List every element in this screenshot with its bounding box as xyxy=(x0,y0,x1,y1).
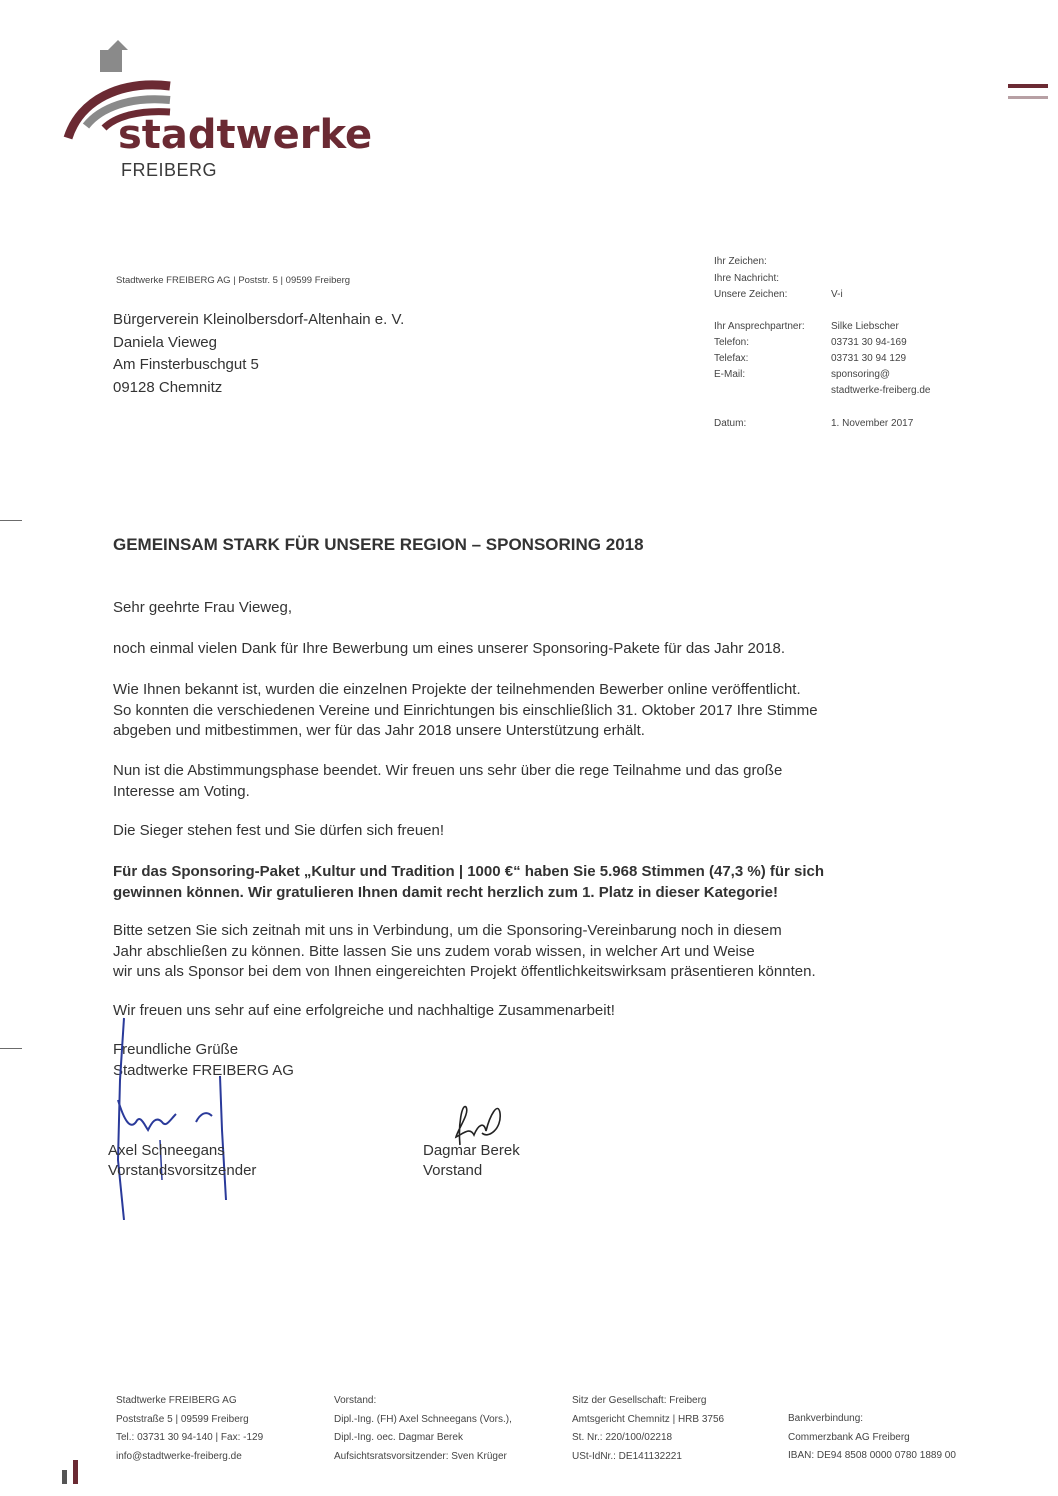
handwritten-signature xyxy=(100,1010,250,1220)
signatory-role: Vorstand xyxy=(423,1162,483,1179)
paragraph-line: Interesse am Voting. xyxy=(113,782,250,800)
ref-value: sponsoring@ xyxy=(831,369,891,380)
recipient-line: Bürgerverein Kleinolbersdorf-Altenhain e. V. xyxy=(113,311,405,328)
paragraph-line: Nun ist die Abstimmungsphase beendet. Wir freuen uns sehr über die rege Teilnahme und das große xyxy=(113,762,783,779)
sender-line: Stadtwerke FREIBERG AG | Poststr. 5 | 09599 Freiberg xyxy=(116,275,351,286)
footer-line: Poststraße 5 | 09599 Freiberg xyxy=(116,1413,249,1425)
signatory-name: Axel Schneegans xyxy=(108,1142,225,1159)
footer-line: Commerzbank AG Freiberg xyxy=(788,1431,910,1443)
footer-line: Tel.: 03731 30 94-140 | Fax: -129 xyxy=(116,1432,264,1443)
paragraph-line: abgeben und mitbestimmen, wer für das Jahr 2018 unsere Unterstützung erhält. xyxy=(113,722,645,739)
corner-mark xyxy=(62,1470,67,1484)
letter-subject: GEMEINSAM STARK FÜR UNSERE REGION – SPONSORING 2018 xyxy=(113,535,644,554)
paragraph-highlight xyxy=(113,862,913,903)
ref-value: Silke Liebscher xyxy=(831,321,899,332)
ref-value: 03731 30 94-169 xyxy=(831,337,907,348)
fold-mark xyxy=(0,520,22,521)
paragraph-line: Für das Sponsoring-Paket „Kultur und Tradition | 1000 €“ haben Sie 5.968 Stimmen (47,3 %) für sich xyxy=(113,863,825,880)
paragraph-line: Jahr abschließen zu können. Bitte lassen Sie uns zudem vorab wissen, in welcher Art und Weise xyxy=(113,942,755,960)
footer-line: Stadtwerke FREIBERG AG xyxy=(116,1395,237,1406)
footer-line: Dipl.-Ing. (FH) Axel Schneegans (Vors.), xyxy=(334,1413,512,1425)
signatory-role: Vorstandsvorsitzender xyxy=(108,1162,257,1179)
ref-label: Telefon: xyxy=(714,337,750,348)
footer-line: Dipl.-Ing. oec. Dagmar Berek xyxy=(334,1432,463,1443)
signatory-1 xyxy=(108,1141,256,1181)
edge-mark xyxy=(1008,96,1048,99)
ref-value: stadtwerke-freiberg.de xyxy=(831,385,931,396)
footer-line: info@stadtwerke-freiberg.de xyxy=(116,1450,242,1462)
recipient-line: Daniela Vieweg xyxy=(113,333,217,351)
paragraph: Die Sieger stehen fest und Sie dürfen sich freuen! xyxy=(113,822,445,839)
paragraph xyxy=(113,680,913,742)
recipient-line: 09128 Chemnitz xyxy=(113,378,223,396)
paragraph-line: gewinnen können. Wir gratulieren Ihnen damit recht herzlich zum 1. Platz in dieser Kategorie! xyxy=(113,883,778,901)
footer-line: Aufsichtsratsvorsitzender: Sven Krüger xyxy=(334,1450,507,1462)
logo-wordmark: stadtwerke xyxy=(118,112,373,158)
ref-label: Datum: xyxy=(714,418,747,429)
paragraph-line: Wie Ihnen bekannt ist, wurden die einzelnen Projekte der teilnehmenden Bewerber online veröffentlicht. xyxy=(113,681,801,698)
corner-mark xyxy=(73,1460,78,1484)
paragraph-line: Bitte setzen Sie sich zeitnah mit uns in Verbindung, um die Sponsoring-Vereinbarung noch in diesem xyxy=(113,922,782,939)
footer-line: IBAN: DE94 8508 0000 0780 1889 00 xyxy=(788,1450,956,1461)
footer-line: Bankverbindung: xyxy=(788,1413,864,1424)
footer-line: Vorstand: xyxy=(334,1395,377,1406)
paragraph: Wir freuen uns sehr auf eine erfolgreiche und nachhaltige Zusammenarbeit! xyxy=(113,1002,615,1019)
signatory-2 xyxy=(423,1141,520,1181)
paragraph-line: wir uns als Sponsor bei dem von Ihnen eingereichten Projekt öffentlichkeitswirksam präsentieren könnten. xyxy=(113,963,816,980)
closing-line: Freundliche Grüße xyxy=(113,1041,239,1058)
recipient-address xyxy=(113,309,404,399)
paragraph-line: So konnten die verschiedenen Vereine und Einrichtungen bis einschließlich 31. Oktober 2017 Ihre Stimme xyxy=(113,701,818,719)
ref-value: 03731 30 94 129 xyxy=(831,353,907,364)
footer-line: St. Nr.: 220/100/02218 xyxy=(572,1432,673,1443)
footer-bank xyxy=(788,1410,956,1466)
ref-value: V-i xyxy=(831,289,843,300)
edge-mark xyxy=(1008,84,1048,88)
footer-line: USt-IdNr.: DE141132221 xyxy=(572,1450,682,1462)
footer-line: Sitz der Gesellschaft: Freiberg xyxy=(572,1395,707,1406)
paragraph xyxy=(113,921,913,983)
ref-label: Telefax: xyxy=(714,353,749,364)
recipient-line: Am Finsterbuschgut 5 xyxy=(113,356,259,373)
ref-label: Ihr Zeichen: xyxy=(714,256,767,267)
ref-label: Ihre Nachricht: xyxy=(714,273,780,284)
footer-company xyxy=(116,1392,263,1466)
ref-value: 1. November 2017 xyxy=(831,418,914,429)
logo-subtitle: FREIBERG xyxy=(121,160,218,180)
paragraph xyxy=(113,761,913,802)
ref-label: E-Mail: xyxy=(714,369,746,380)
ref-label: Unsere Zeichen: xyxy=(714,289,788,300)
ref-label: Ihr Ansprechpartner: xyxy=(714,321,805,332)
footer-line: Amtsgericht Chemnitz | HRB 3756 xyxy=(572,1413,725,1425)
salutation: Sehr geehrte Frau Vieweg, xyxy=(113,599,292,616)
signatory-name: Dagmar Berek xyxy=(423,1142,520,1159)
footer-board xyxy=(334,1392,512,1466)
footer-registry xyxy=(572,1392,724,1466)
fold-mark xyxy=(0,1048,22,1049)
company-line: Stadtwerke FREIBERG AG xyxy=(113,1061,294,1079)
paragraph: noch einmal vielen Dank für Ihre Bewerbung um eines unserer Sponsoring-Pakete für das Jahr 2018. xyxy=(113,640,786,657)
